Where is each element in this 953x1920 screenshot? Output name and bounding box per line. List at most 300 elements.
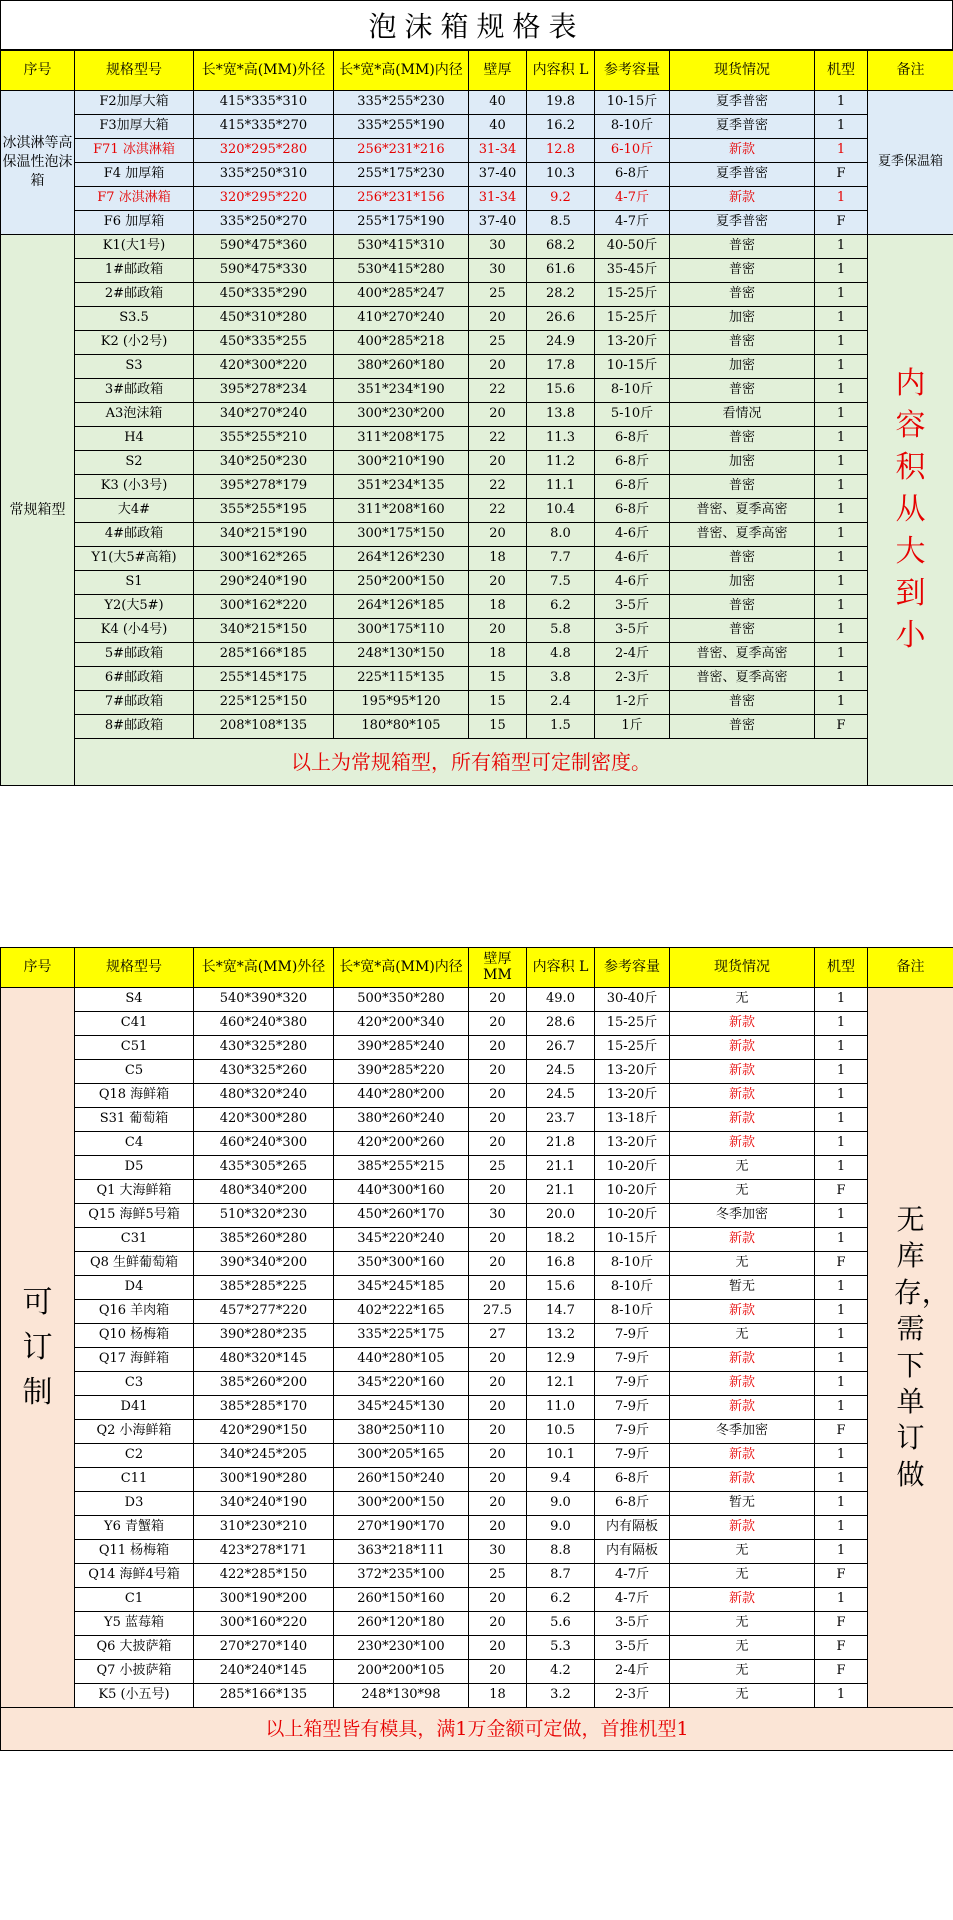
- inner-size-cell: 300*205*165: [334, 1444, 469, 1468]
- wall-cell: 20: [469, 1012, 527, 1036]
- volume-cell: 11.3: [527, 427, 595, 451]
- table-row: [1, 1348, 953, 1372]
- volume-cell: 5.8: [527, 619, 595, 643]
- type-cell: 1: [815, 1396, 868, 1420]
- wall-cell: 20: [469, 1180, 527, 1204]
- stock-cell: 新款: [670, 1300, 815, 1324]
- stock-cell: 新款: [670, 1108, 815, 1132]
- type-cell: 1: [815, 1324, 868, 1348]
- outer-size-cell: 390*340*200: [194, 1252, 334, 1276]
- inner-size-cell: 450*260*170: [334, 1204, 469, 1228]
- capacity-cell: 15-25斤: [595, 307, 670, 331]
- model-cell: Y6 青蟹箱: [75, 1516, 194, 1540]
- model-cell: 8#邮政箱: [75, 715, 194, 739]
- table-row: [1, 667, 953, 691]
- table-row: [1, 1636, 953, 1660]
- outer-size-cell: 255*145*175: [194, 667, 334, 691]
- wall-cell: 20: [469, 307, 527, 331]
- stock-cell: 无: [670, 1180, 815, 1204]
- inner-size-cell: 400*285*218: [334, 331, 469, 355]
- capacity-cell: 35-45斤: [595, 259, 670, 283]
- model-cell: Q2 小海鲜箱: [75, 1420, 194, 1444]
- type-cell: 1: [815, 547, 868, 571]
- outer-size-cell: 240*240*145: [194, 1660, 334, 1684]
- volume-cell: 18.2: [527, 1228, 595, 1252]
- stock-cell: 新款: [670, 1036, 815, 1060]
- volume-cell: 21.1: [527, 1180, 595, 1204]
- table-row: [1, 1324, 953, 1348]
- wall-cell: 20: [469, 1276, 527, 1300]
- capacity-cell: 3-5斤: [595, 1636, 670, 1660]
- outer-size-cell: 395*278*179: [194, 475, 334, 499]
- note-row: [1, 739, 953, 786]
- wall-cell: 22: [469, 475, 527, 499]
- spec-table-top: [0, 50, 953, 786]
- outer-size-cell: 385*285*225: [194, 1276, 334, 1300]
- volume-cell: 9.2: [527, 187, 595, 211]
- outer-size-cell: 390*280*235: [194, 1324, 334, 1348]
- model-cell: K1(大1号): [75, 235, 194, 259]
- volume-cell: 7.7: [527, 547, 595, 571]
- stock-cell: 无: [670, 1636, 815, 1660]
- stock-cell: 加密: [670, 571, 815, 595]
- section-note: 以上为常规箱型，所有箱型可定制密度。: [75, 739, 868, 786]
- capacity-cell: 15-25斤: [595, 1012, 670, 1036]
- table-row: [1, 307, 953, 331]
- model-cell: 大4#: [75, 499, 194, 523]
- inner-size-cell: 345*245*185: [334, 1276, 469, 1300]
- stock-cell: 夏季普密: [670, 91, 815, 115]
- model-cell: 4#邮政箱: [75, 523, 194, 547]
- inner-size-cell: 311*208*175: [334, 427, 469, 451]
- wall-cell: 20: [469, 1084, 527, 1108]
- volume-cell: 3.2: [527, 1684, 595, 1708]
- inner-size-cell: 300*230*200: [334, 403, 469, 427]
- stock-cell: 加密: [670, 451, 815, 475]
- inner-size-cell: 390*285*220: [334, 1060, 469, 1084]
- model-cell: Q16 羊肉箱: [75, 1300, 194, 1324]
- wall-cell: 20: [469, 1036, 527, 1060]
- model-cell: C2: [75, 1444, 194, 1468]
- inner-size-cell: 500*350*280: [334, 988, 469, 1012]
- inner-size-cell: 400*285*247: [334, 283, 469, 307]
- volume-cell: 24.9: [527, 331, 595, 355]
- capacity-cell: 13-20斤: [595, 1084, 670, 1108]
- capacity-cell: 2-4斤: [595, 1660, 670, 1684]
- model-cell: F3加厚大箱: [75, 115, 194, 139]
- volume-cell: 17.8: [527, 355, 595, 379]
- table-row: [1, 1132, 953, 1156]
- model-cell: F7 冰淇淋箱: [75, 187, 194, 211]
- outer-size-cell: 385*285*170: [194, 1396, 334, 1420]
- wall-cell: 25: [469, 1156, 527, 1180]
- header-cell: 长*宽*高(MM)内径: [334, 51, 469, 91]
- wall-cell: 20: [469, 1492, 527, 1516]
- type-cell: F: [815, 715, 868, 739]
- outer-size-cell: 590*475*360: [194, 235, 334, 259]
- stock-cell: 新款: [670, 1132, 815, 1156]
- outer-size-cell: 340*245*205: [194, 1444, 334, 1468]
- table-row: [1, 1084, 953, 1108]
- group-label-text: 可订制: [22, 1285, 53, 1410]
- wall-cell: 20: [469, 1420, 527, 1444]
- inner-size-cell: 260*150*240: [334, 1468, 469, 1492]
- model-cell: K5 (小五号): [75, 1684, 194, 1708]
- model-cell: S4: [75, 988, 194, 1012]
- volume-cell: 23.7: [527, 1108, 595, 1132]
- volume-cell: 13.2: [527, 1324, 595, 1348]
- inner-size-cell: 345*220*160: [334, 1372, 469, 1396]
- type-cell: 1: [815, 1468, 868, 1492]
- volume-cell: 10.3: [527, 163, 595, 187]
- stock-cell: 冬季加密: [670, 1204, 815, 1228]
- inner-size-cell: 440*280*200: [334, 1084, 469, 1108]
- model-cell: 2#邮政箱: [75, 283, 194, 307]
- capacity-cell: 30-40斤: [595, 988, 670, 1012]
- capacity-cell: 10-20斤: [595, 1180, 670, 1204]
- type-cell: 1: [815, 1492, 868, 1516]
- inner-size-cell: 180*80*105: [334, 715, 469, 739]
- table-row: [1, 187, 953, 211]
- outer-size-cell: 285*166*135: [194, 1684, 334, 1708]
- model-cell: C4: [75, 1132, 194, 1156]
- capacity-cell: 7-9斤: [595, 1444, 670, 1468]
- outer-size-cell: 310*230*210: [194, 1516, 334, 1540]
- inner-size-cell: 255*175*230: [334, 163, 469, 187]
- model-cell: Q8 生鲜葡萄箱: [75, 1252, 194, 1276]
- volume-cell: 14.7: [527, 1300, 595, 1324]
- wall-cell: 22: [469, 427, 527, 451]
- model-cell: Q7 小披萨箱: [75, 1660, 194, 1684]
- volume-cell: 6.2: [527, 1588, 595, 1612]
- capacity-cell: 13-20斤: [595, 331, 670, 355]
- volume-cell: 11.2: [527, 451, 595, 475]
- outer-size-cell: 208*108*135: [194, 715, 334, 739]
- type-cell: 1: [815, 667, 868, 691]
- inner-size-cell: 335*255*230: [334, 91, 469, 115]
- header-cell: 备注: [868, 948, 953, 988]
- wall-cell: 20: [469, 1516, 527, 1540]
- capacity-cell: 13-20斤: [595, 1132, 670, 1156]
- type-cell: 1: [815, 523, 868, 547]
- wall-cell: 20: [469, 403, 527, 427]
- header-cell: 参考容量: [595, 51, 670, 91]
- wall-cell: 20: [469, 988, 527, 1012]
- outer-size-cell: 300*162*265: [194, 547, 334, 571]
- inner-size-cell: 530*415*310: [334, 235, 469, 259]
- table-row: [1, 115, 953, 139]
- stock-cell: 暂无: [670, 1276, 815, 1300]
- inner-size-cell: 345*245*130: [334, 1396, 469, 1420]
- inner-size-cell: 351*234*190: [334, 379, 469, 403]
- wall-cell: 20: [469, 1612, 527, 1636]
- wall-cell: 18: [469, 595, 527, 619]
- type-cell: 1: [815, 1276, 868, 1300]
- volume-cell: 1.5: [527, 715, 595, 739]
- remark-cell: [868, 235, 953, 786]
- stock-cell: 冬季加密: [670, 1420, 815, 1444]
- outer-size-cell: 300*160*220: [194, 1612, 334, 1636]
- model-cell: Q15 海鲜5号箱: [75, 1204, 194, 1228]
- wall-cell: 22: [469, 379, 527, 403]
- wall-cell: 18: [469, 643, 527, 667]
- outer-size-cell: 340*240*190: [194, 1492, 334, 1516]
- header-cell: 内容积 L: [527, 51, 595, 91]
- wall-cell: 20: [469, 355, 527, 379]
- volume-cell: 24.5: [527, 1084, 595, 1108]
- stock-cell: 无: [670, 1564, 815, 1588]
- stock-cell: 普密: [670, 715, 815, 739]
- table-row: [1, 619, 953, 643]
- header-cell: 序号: [1, 948, 75, 988]
- outer-size-cell: 450*335*290: [194, 283, 334, 307]
- stock-cell: 新款: [670, 1396, 815, 1420]
- inner-size-cell: 248*130*150: [334, 643, 469, 667]
- table-row: [1, 355, 953, 379]
- capacity-cell: 4-7斤: [595, 1588, 670, 1612]
- stock-cell: 普密、夏季高密: [670, 667, 815, 691]
- inner-size-cell: 420*200*340: [334, 1012, 469, 1036]
- model-cell: C5: [75, 1060, 194, 1084]
- outer-size-cell: 420*300*220: [194, 355, 334, 379]
- volume-cell: 8.5: [527, 211, 595, 235]
- table-row: [1, 1372, 953, 1396]
- wall-cell: 20: [469, 1252, 527, 1276]
- type-cell: F: [815, 211, 868, 235]
- model-cell: C41: [75, 1012, 194, 1036]
- type-cell: 1: [815, 1684, 868, 1708]
- outer-size-cell: 420*290*150: [194, 1420, 334, 1444]
- model-cell: H4: [75, 427, 194, 451]
- model-cell: C51: [75, 1036, 194, 1060]
- type-cell: 1: [815, 1540, 868, 1564]
- capacity-cell: 7-9斤: [595, 1372, 670, 1396]
- type-cell: 1: [815, 91, 868, 115]
- header-cell: 长*宽*高(MM)内径: [334, 948, 469, 988]
- capacity-cell: 3-5斤: [595, 595, 670, 619]
- type-cell: 1: [815, 499, 868, 523]
- stock-cell: 新款: [670, 1372, 815, 1396]
- outer-size-cell: 480*320*240: [194, 1084, 334, 1108]
- outer-size-cell: 420*300*280: [194, 1108, 334, 1132]
- type-cell: 1: [815, 115, 868, 139]
- model-cell: S2: [75, 451, 194, 475]
- capacity-cell: 40-50斤: [595, 235, 670, 259]
- type-cell: 1: [815, 1372, 868, 1396]
- wall-cell: 18: [469, 547, 527, 571]
- volume-cell: 15.6: [527, 1276, 595, 1300]
- group-label: [1, 988, 75, 1708]
- volume-cell: 7.5: [527, 571, 595, 595]
- inner-size-cell: 345*220*240: [334, 1228, 469, 1252]
- stock-cell: 新款: [670, 1084, 815, 1108]
- capacity-cell: 6-10斤: [595, 139, 670, 163]
- wall-cell: 37-40: [469, 163, 527, 187]
- table-row: [1, 1204, 953, 1228]
- model-cell: 1#邮政箱: [75, 259, 194, 283]
- capacity-cell: 3-5斤: [595, 619, 670, 643]
- type-cell: 1: [815, 331, 868, 355]
- table-row: [1, 1684, 953, 1708]
- volume-cell: 4.8: [527, 643, 595, 667]
- table-row: [1, 1468, 953, 1492]
- capacity-cell: 10-15斤: [595, 91, 670, 115]
- table-row: [1, 988, 953, 1012]
- header-cell: 现货情况: [670, 51, 815, 91]
- model-cell: F2加厚大箱: [75, 91, 194, 115]
- table-row: [1, 1252, 953, 1276]
- capacity-cell: 7-9斤: [595, 1324, 670, 1348]
- volume-cell: 26.7: [527, 1036, 595, 1060]
- inner-size-cell: 380*260*240: [334, 1108, 469, 1132]
- section-note: 以上箱型皆有模具，满1万金额可定做，首推机型1: [1, 1708, 953, 1751]
- outer-size-cell: 422*285*150: [194, 1564, 334, 1588]
- type-cell: 1: [815, 451, 868, 475]
- stock-cell: 普密: [670, 691, 815, 715]
- outer-size-cell: 320*295*220: [194, 187, 334, 211]
- type-cell: F: [815, 1612, 868, 1636]
- capacity-cell: 13-18斤: [595, 1108, 670, 1132]
- wall-cell: 30: [469, 1540, 527, 1564]
- model-cell: 6#邮政箱: [75, 667, 194, 691]
- header-cell: 机型: [815, 948, 868, 988]
- header-cell: 规格型号: [75, 948, 194, 988]
- wall-cell: 30: [469, 235, 527, 259]
- wall-cell: 20: [469, 1588, 527, 1612]
- volume-cell: 9.4: [527, 1468, 595, 1492]
- wall-cell: 20: [469, 619, 527, 643]
- table-row: [1, 1108, 953, 1132]
- wall-cell: 40: [469, 115, 527, 139]
- header-cell: 参考容量: [595, 948, 670, 988]
- model-cell: Y1(大5#高箱): [75, 547, 194, 571]
- capacity-cell: 6-8斤: [595, 1492, 670, 1516]
- outer-size-cell: 460*240*380: [194, 1012, 334, 1036]
- inner-size-cell: 264*126*230: [334, 547, 469, 571]
- capacity-cell: 6-8斤: [595, 1468, 670, 1492]
- type-cell: F: [815, 1660, 868, 1684]
- capacity-cell: 6-8斤: [595, 427, 670, 451]
- wall-cell: 25: [469, 1564, 527, 1588]
- type-cell: 1: [815, 1132, 868, 1156]
- type-cell: 1: [815, 1300, 868, 1324]
- table-row: [1, 1156, 953, 1180]
- table-row: [1, 163, 953, 187]
- stock-cell: 夏季普密: [670, 211, 815, 235]
- type-cell: 1: [815, 1444, 868, 1468]
- wall-cell: 20: [469, 1108, 527, 1132]
- inner-size-cell: 248*130*98: [334, 1684, 469, 1708]
- table-row: [1, 1444, 953, 1468]
- type-cell: 1: [815, 1348, 868, 1372]
- type-cell: 1: [815, 1036, 868, 1060]
- wall-cell: 20: [469, 1444, 527, 1468]
- wall-cell: 15: [469, 691, 527, 715]
- capacity-cell: 7-9斤: [595, 1348, 670, 1372]
- model-cell: K4 (小4号): [75, 619, 194, 643]
- type-cell: 1: [815, 1516, 868, 1540]
- header-cell: 机型: [815, 51, 868, 91]
- inner-size-cell: 195*95*120: [334, 691, 469, 715]
- stock-cell: 普密、夏季高密: [670, 499, 815, 523]
- stock-cell: 新款: [670, 1012, 815, 1036]
- type-cell: 1: [815, 1108, 868, 1132]
- table-row: [1, 331, 953, 355]
- table-row: [1, 451, 953, 475]
- capacity-cell: 7-9斤: [595, 1396, 670, 1420]
- wall-cell: 18: [469, 1684, 527, 1708]
- outer-size-cell: 590*475*330: [194, 259, 334, 283]
- type-cell: 1: [815, 988, 868, 1012]
- capacity-cell: 1斤: [595, 715, 670, 739]
- model-cell: S1: [75, 571, 194, 595]
- capacity-cell: 2-3斤: [595, 1684, 670, 1708]
- stock-cell: 新款: [670, 1588, 815, 1612]
- header-cell: 长*宽*高(MM)外径: [194, 51, 334, 91]
- stock-cell: 加密: [670, 307, 815, 331]
- inner-size-cell: 200*200*105: [334, 1660, 469, 1684]
- stock-cell: 新款: [670, 1468, 815, 1492]
- inner-size-cell: 300*210*190: [334, 451, 469, 475]
- capacity-cell: 10-15斤: [595, 355, 670, 379]
- table-row: [1, 283, 953, 307]
- wall-cell: 27.5: [469, 1300, 527, 1324]
- stock-cell: 加密: [670, 355, 815, 379]
- wall-cell: 30: [469, 259, 527, 283]
- outer-size-cell: 460*240*300: [194, 1132, 334, 1156]
- capacity-cell: 7-9斤: [595, 1420, 670, 1444]
- capacity-cell: 4-7斤: [595, 187, 670, 211]
- table-row: [1, 1564, 953, 1588]
- outer-size-cell: 415*335*270: [194, 115, 334, 139]
- stock-cell: 夏季普密: [670, 115, 815, 139]
- stock-cell: 新款: [670, 1228, 815, 1252]
- outer-size-cell: 355*255*210: [194, 427, 334, 451]
- stock-cell: 看情况: [670, 403, 815, 427]
- capacity-cell: 10-20斤: [595, 1156, 670, 1180]
- stock-cell: 普密、夏季高密: [670, 523, 815, 547]
- wall-cell: 20: [469, 1060, 527, 1084]
- inner-size-cell: 363*218*111: [334, 1540, 469, 1564]
- stock-cell: 普密: [670, 619, 815, 643]
- capacity-cell: 4-7斤: [595, 1564, 670, 1588]
- type-cell: 1: [815, 475, 868, 499]
- table-row: [1, 643, 953, 667]
- capacity-cell: 8-10斤: [595, 1276, 670, 1300]
- volume-cell: 10.1: [527, 1444, 595, 1468]
- model-cell: Q10 杨梅箱: [75, 1324, 194, 1348]
- model-cell: F6 加厚箱: [75, 211, 194, 235]
- table-row: [1, 259, 953, 283]
- type-cell: 1: [815, 691, 868, 715]
- wall-cell: 25: [469, 331, 527, 355]
- wall-cell: 27: [469, 1324, 527, 1348]
- volume-cell: 10.4: [527, 499, 595, 523]
- inner-size-cell: 530*415*280: [334, 259, 469, 283]
- type-cell: 1: [815, 1204, 868, 1228]
- type-cell: 1: [815, 427, 868, 451]
- header-cell: 壁厚: [469, 51, 527, 91]
- table-row: [1, 211, 953, 235]
- capacity-cell: 6-8斤: [595, 499, 670, 523]
- table-row: [1, 1612, 953, 1636]
- type-cell: 1: [815, 139, 868, 163]
- table-row: [1, 523, 953, 547]
- volume-cell: 28.2: [527, 283, 595, 307]
- wall-cell: 25: [469, 283, 527, 307]
- volume-cell: 19.8: [527, 91, 595, 115]
- outer-size-cell: 510*320*230: [194, 1204, 334, 1228]
